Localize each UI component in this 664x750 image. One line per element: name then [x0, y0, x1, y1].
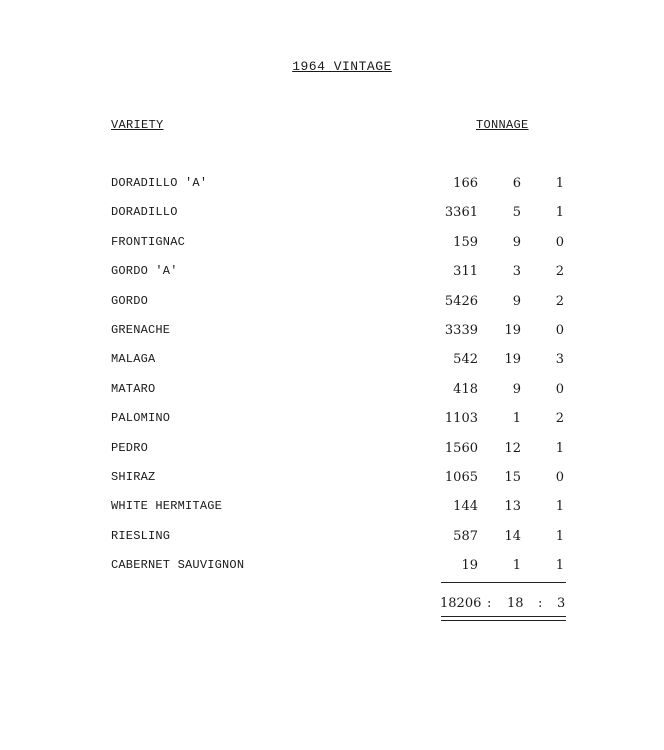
total-separator: : [487, 596, 492, 611]
qtr-value: 2 [555, 293, 564, 309]
cwt-value: 19 [504, 323, 521, 338]
tons-value: 587 [453, 528, 478, 544]
cwt-value: 6 [512, 176, 521, 191]
table-row [0, 441, 664, 461]
tons-value: 144 [453, 499, 478, 515]
qtr-value: 1 [555, 176, 564, 191]
variety-name: WHITE HERMITAGE [111, 499, 223, 514]
variety-name: MALAGA [111, 352, 156, 367]
qtr-value: 1 [555, 440, 564, 456]
tons-value: 3361 [444, 205, 478, 221]
table-row [0, 470, 664, 490]
variety-name: DORADILLO 'A' [111, 176, 208, 190]
tons-value: 1560 [444, 440, 478, 456]
qtr-value: 1 [555, 205, 564, 221]
table-row [0, 382, 664, 402]
variety-column-header: VARIETY [111, 118, 164, 132]
tons-value: 159 [453, 234, 478, 250]
variety-name: SHIRAZ [111, 470, 156, 484]
tons-value: 19 [461, 558, 478, 574]
table-row [0, 558, 664, 578]
qtr-value: 2 [555, 264, 564, 280]
subtotal-rule [441, 582, 566, 583]
qtr-value: 1 [555, 499, 564, 515]
qtr-value: 0 [555, 234, 564, 250]
cwt-value: 15 [504, 470, 521, 485]
table-row [0, 529, 664, 549]
total-qtr: 3 [557, 596, 566, 611]
tons-value: 3339 [444, 323, 478, 338]
tons-value: 166 [453, 176, 478, 191]
tons-value: 542 [453, 352, 478, 368]
total-separator: : [538, 596, 543, 611]
cwt-value: 9 [512, 293, 521, 309]
table-row [0, 352, 664, 372]
table-row [0, 411, 664, 431]
cwt-value: 1 [512, 558, 521, 574]
total-tons: 18206 [440, 596, 482, 611]
total-double-rule-bottom [441, 620, 566, 621]
tons-value: 418 [453, 381, 478, 397]
table-row [0, 235, 664, 255]
table-row [0, 294, 664, 314]
variety-name: PALOMINO [111, 411, 171, 426]
variety-name: GORDO [111, 293, 149, 308]
variety-name: CABERNET SAUVIGNON [111, 558, 245, 573]
qtr-value: 2 [555, 411, 564, 427]
qtr-value: 1 [555, 528, 564, 544]
table-row [0, 205, 664, 225]
tonnage-column-header: TONNAGE [476, 118, 529, 132]
qtr-value: 0 [555, 381, 564, 397]
qtr-value: 3 [555, 352, 564, 368]
table-row [0, 499, 664, 519]
cwt-value: 9 [512, 234, 521, 250]
variety-name: FRONTIGNAC [111, 234, 186, 249]
tons-value: 311 [453, 264, 478, 280]
variety-name: GRENACHE [111, 323, 171, 337]
variety-name: MATARO [111, 381, 156, 396]
variety-name: RIESLING [111, 528, 171, 543]
variety-name: GORDO 'A' [111, 264, 178, 279]
table-row [0, 264, 664, 284]
page-title: 1964 VINTAGE [292, 59, 392, 74]
table-row [0, 323, 664, 343]
table-row [0, 176, 664, 196]
cwt-value: 12 [504, 440, 521, 456]
qtr-value: 0 [555, 323, 564, 338]
variety-name: DORADILLO [111, 205, 178, 220]
total-cwt: 18 [507, 596, 524, 611]
qtr-value: 0 [555, 470, 564, 485]
cwt-value: 13 [504, 499, 521, 515]
cwt-value: 9 [512, 381, 521, 397]
tons-value: 1103 [444, 411, 478, 427]
cwt-value: 5 [512, 205, 521, 221]
cwt-value: 14 [504, 528, 521, 544]
cwt-value: 19 [504, 352, 521, 368]
variety-name: PEDRO [111, 440, 149, 455]
qtr-value: 1 [555, 558, 564, 574]
tons-value: 1065 [444, 470, 478, 485]
total-double-rule-top [441, 616, 566, 617]
tons-value: 5426 [444, 293, 478, 309]
cwt-value: 3 [512, 264, 521, 280]
cwt-value: 1 [512, 411, 521, 427]
